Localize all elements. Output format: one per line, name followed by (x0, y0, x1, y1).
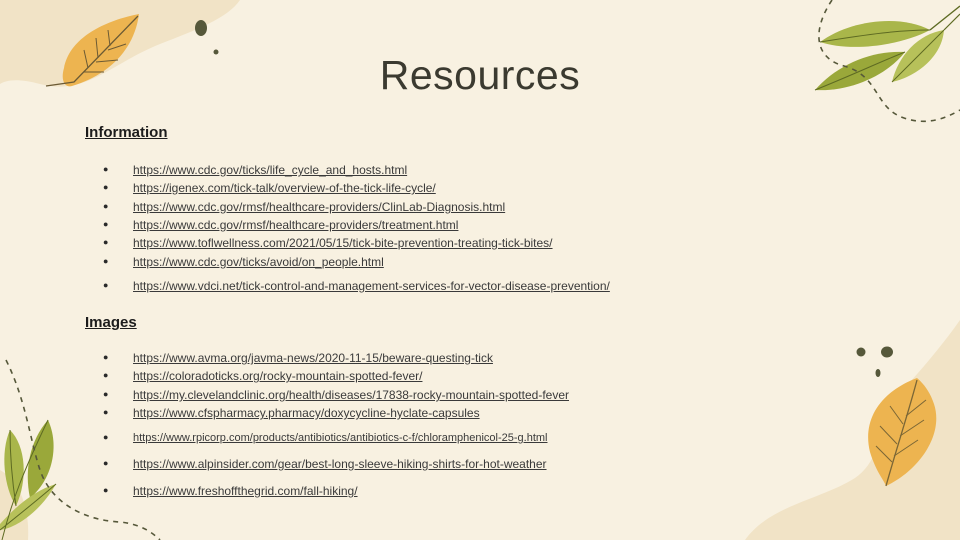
image-link[interactable]: https://www.freshoffthegrid.com/fall-hiking/ (133, 484, 358, 498)
bullet: ● (103, 201, 109, 211)
bullet: ● (103, 256, 109, 266)
green-leaves-bottom-left (0, 420, 56, 540)
bullet: ● (103, 389, 109, 399)
images-heading: Images (85, 314, 137, 331)
bullet: ● (103, 280, 109, 290)
dark-dot (876, 369, 881, 377)
image-link[interactable]: https://coloradoticks.org/rocky-mountain-spotted-fever/ (133, 369, 423, 383)
bullet: ● (103, 458, 109, 468)
information-heading: Information (85, 124, 168, 141)
image-link[interactable]: https://www.rpicorp.com/products/antibiotics/antibiotics-c-f/chloramphenicol-25-g.html (133, 432, 548, 444)
dark-dot (195, 20, 207, 36)
bullet: ● (103, 485, 109, 495)
image-link[interactable]: https://my.clevelandclinic.org/health/diseases/17838-rocky-mountain-spotted-fever (133, 388, 569, 402)
bullet: ● (103, 370, 109, 380)
image-link[interactable]: https://www.cfspharmacy.pharmacy/doxycycline-hyclate-capsules (133, 406, 480, 420)
bullet: ● (103, 219, 109, 229)
bullet: ● (103, 164, 109, 174)
bullet: ● (103, 237, 109, 247)
information-link[interactable]: https://www.cdc.gov/ticks/life_cycle_and_hosts.html (133, 163, 408, 177)
image-link[interactable]: https://www.alpinsider.com/gear/best-long-sleeve-hiking-shirts-for-hot-weather (133, 457, 547, 471)
bullet: ● (103, 352, 109, 362)
dark-dot (857, 348, 866, 357)
information-link[interactable]: https://www.cdc.gov/rmsf/healthcare-providers/ClinLab-Diagnosis.html (133, 200, 506, 214)
information-link[interactable]: https://www.cdc.gov/ticks/avoid/on_people.html (133, 255, 384, 269)
dark-dot (881, 347, 893, 358)
information-link[interactable]: https://www.vdci.net/tick-control-and-management-services-for-vector-disease-prevention/ (133, 279, 610, 293)
slide-title: Resources (379, 52, 581, 98)
information-link[interactable]: https://www.cdc.gov/rmsf/healthcare-providers/treatment.html (133, 218, 459, 232)
image-link[interactable]: https://www.avma.org/javma-news/2020-11-15/beware-questing-tick (133, 351, 493, 365)
bullet: ● (103, 432, 109, 442)
information-link[interactable]: https://www.toflwellness.com/2021/05/15/tick-bite-prevention-treating-tick-bites/ (133, 236, 553, 250)
bullet: ● (103, 182, 109, 192)
information-link[interactable]: https://igenex.com/tick-talk/overview-of-the-tick-life-cycle/ (133, 181, 436, 195)
bullet: ● (103, 407, 109, 417)
